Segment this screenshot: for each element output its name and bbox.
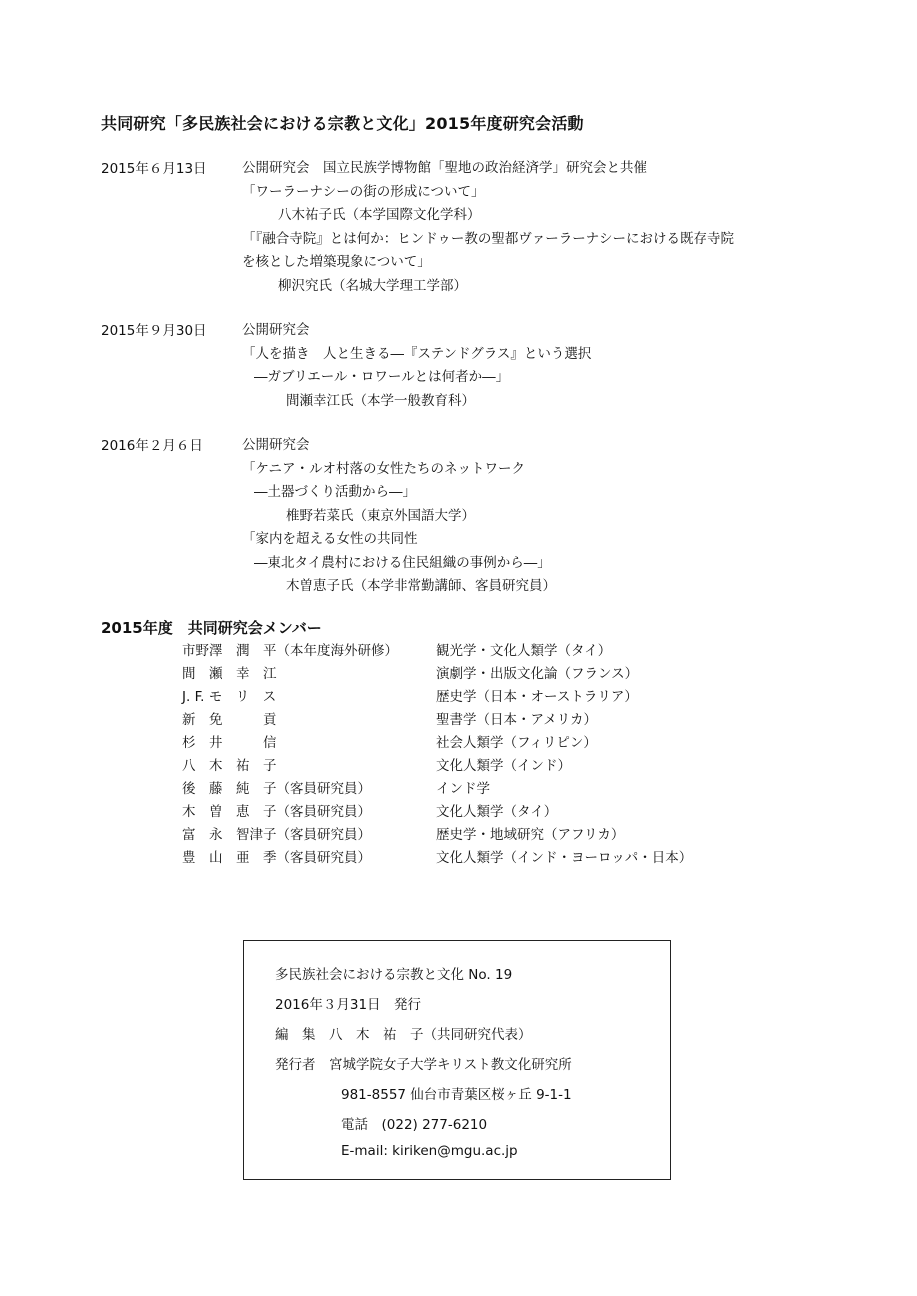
- member-name: 間 瀬 幸 江: [182, 666, 277, 682]
- event-body: [242, 319, 862, 413]
- member-name: 富 永 智津子（客員研究員）: [182, 827, 371, 843]
- event-line: 「『融合寺院』とは何か：ヒンドゥー教の聖都ヴァーラーナシーにおける既存寺院: [242, 230, 735, 247]
- member-field: 聖書学（日本・アメリカ）: [436, 712, 598, 728]
- members-list: [182, 640, 782, 870]
- member-row: [182, 732, 782, 755]
- event-body: [242, 434, 862, 599]
- member-row: [182, 824, 782, 847]
- publisher-line: 発行者 宮城学院女子大学キリスト教文化研究所: [275, 1057, 572, 1073]
- member-field: 歴史学（日本・オーストラリア）: [436, 689, 638, 705]
- member-field: 観光学・文化人類学（タイ）: [436, 643, 612, 659]
- member-row: [182, 755, 782, 778]
- event-line: ―東北タイ農村における住民組織の事例から―」: [254, 554, 551, 571]
- member-field: 歴史学・地域研究（アフリカ）: [436, 827, 625, 843]
- member-row: [182, 847, 782, 870]
- member-field: 文化人類学（タイ）: [436, 804, 558, 820]
- member-field: 文化人類学（インド・ヨーロッパ・日本）: [436, 850, 693, 866]
- event-line: ―ガブリエール・ロワールとは何者か―」: [254, 369, 510, 385]
- page-title: 共同研究「多民族社会における宗教と文化」2015年度研究会活動: [101, 114, 584, 133]
- event-line: 公開研究会 国立民族学博物館「聖地の政治経済学」研究会と共催: [242, 160, 647, 176]
- event-line: 八木祐子氏（本学国際文化学科）: [278, 207, 481, 223]
- event-line: ―土器づくり活動から―」: [254, 484, 416, 500]
- colophon-box: [243, 940, 671, 1180]
- event-line: 椎野若菜氏（東京外国語大学）: [286, 507, 475, 524]
- member-name: J. F. モ リ ス: [182, 689, 277, 705]
- event-line: 公開研究会: [242, 322, 310, 338]
- event-line: を核とした増築現象について」: [242, 254, 431, 270]
- event-line: 間瀬幸江氏（本学一般教育科）: [286, 392, 475, 409]
- member-row: [182, 686, 782, 709]
- member-name: 豊 山 亜 季（客員研究員）: [182, 850, 371, 866]
- member-name: 八 木 祐 子: [182, 758, 277, 774]
- member-row: [182, 709, 782, 732]
- address-line: 981-8557 仙台市青葉区桜ヶ丘 9-1-1: [341, 1087, 572, 1103]
- event-line: 「ワーラーナシーの街の形成について」: [242, 183, 485, 200]
- event-line: 公開研究会: [242, 437, 310, 453]
- members-heading: 2015年度 共同研究会メンバー: [101, 619, 322, 637]
- phone-line: 電話 (022) 277-6210: [341, 1117, 488, 1133]
- member-field: 文化人類学（インド）: [436, 758, 571, 774]
- publication-title: 多民族社会における宗教と文化 No. 19: [275, 967, 513, 983]
- editor-line: 編 集 八 木 祐 子（共同研究代表）: [275, 1027, 532, 1043]
- event-body: [242, 157, 862, 298]
- member-row: [182, 663, 782, 686]
- event-date: 2015年６月13日: [101, 161, 207, 177]
- event-line: 「ケニア・ルオ村落の女性たちのネットワーク: [242, 460, 525, 477]
- member-name: 市野澤 潤 平（本年度海外研修）: [182, 643, 398, 659]
- email-line: E-mail: kiriken@mgu.ac.jp: [341, 1143, 518, 1159]
- member-field: インド学: [436, 781, 490, 797]
- issue-date: 2016年３月31日 発行: [275, 997, 422, 1013]
- member-row: [182, 640, 782, 663]
- member-name: 後 藤 純 子（客員研究員）: [182, 781, 371, 797]
- member-name: 杉 井 信: [182, 735, 277, 751]
- member-field: 演劇学・出版文化論（フランス）: [436, 666, 639, 682]
- member-name: 新 免 貢: [182, 712, 277, 728]
- event-line: 「家内を超える女性の共同性: [242, 531, 418, 547]
- member-field: 社会人類学（フィリピン）: [436, 735, 597, 751]
- event-line: 柳沢究氏（名城大学理工学部）: [278, 277, 467, 294]
- member-row: [182, 778, 782, 801]
- event-date: 2015年９月30日: [101, 323, 207, 339]
- member-row: [182, 801, 782, 824]
- member-name: 木 曽 恵 子（客員研究員）: [182, 804, 371, 820]
- event-line: 「人を描き 人と生きる―『ステンドグラス』という選択: [242, 345, 592, 362]
- event-date: 2016年２月６日: [101, 438, 203, 454]
- event-line: 木曽恵子氏（本学非常勤講師、客員研究員）: [286, 578, 556, 594]
